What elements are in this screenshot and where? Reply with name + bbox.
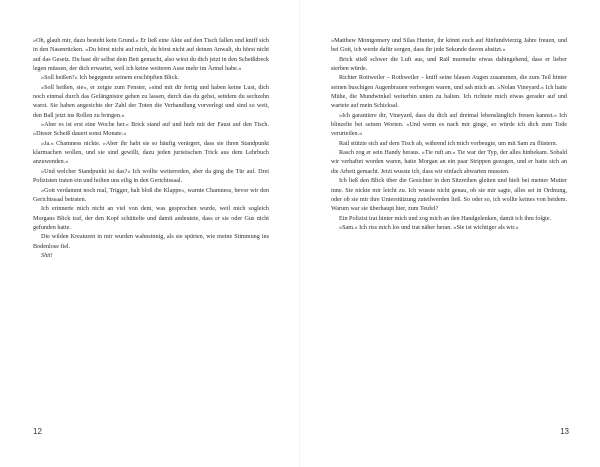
paragraph: Brick stieß schwer die Luft aus, und Rail murmelte etwas dahingehend, dass er lieber sterben würde. [331, 56, 567, 73]
paragraph: »Sam.« Ich riss mich los und trat näher heran. »Sie ist wichtiger als wir.« [339, 224, 519, 231]
paragraph: Ich ließ den Blick über die Gesichter in den Sitzreihen gleiten und hielt bei meiner Mutter inne. Sie nickte mir leicht zu. Ich wusste nicht genau, ob sie mir sagte, alles sei in Ordnung, oder ob sie mir ihre Unterstützung zuteilwerden ließ. So oder so, ich wollte keines von beidem. Warum war sie überhaupt hier, zum Teufel? [331, 178, 567, 213]
paragraph: Die wilden Kreaturen in mir wurden wahnsinnig, als sie spürten, wie meine Stimmung ins Bodenlose fiel. [33, 234, 269, 250]
paragraph: Rasch zog er sein Handy heraus. »Tie ruft an.« Tie war der Typ, der alles hinbekam. Sobald wir verhaftet worden waren, hatte Morgan an ein paar Strippen gezogen, und er hatte sich an die Arbeit gemacht. Jetzt wusste ich, dass wir einfach abwarten mussten. [331, 150, 567, 175]
paragraph: »Soll heißen?« Ich begegnete seinem erschöpften Blick. [41, 75, 179, 82]
page-number: 13 [560, 427, 569, 436]
paragraph: Rail stützte sich auf dem Tisch ab, während ich mich vorbeugte, um mit Sam zu flüstern. [339, 140, 558, 147]
paragraph: »Aber es ist erst eine Woche her.« Brick stand auf und hieb mit der Faust auf den Tisch. »Dieser Scheiß dauert sonst Monate.« [33, 122, 269, 138]
paragraph-italic [33, 252, 269, 261]
paragraph: »Oh, glaub mir, dazu besteht kein Grund.« Er ließ eine Akte auf den Tisch fallen und kniff sich in den Nasenrücken. »Du hörst nicht auf mich, du hörst nicht auf deinen Anwalt, du hörst nicht auf das Gesetz. Du hast dir selbst dein Bett gemacht, also wirst du dich jetzt in den Scheißdreck legen müssen, der dich erwartet, weil ich keine weiteren Asse mehr im Ärmel habe.« [33, 38, 269, 73]
paragraph: »Matthew Montgomery und Silas Hunter, ihr könnt euch auf fünfundvierzig Jahre freuen, und bei Gott, ich werde dafür sorgen, dass ihr jede Sekunde davon absitzt.« [331, 38, 567, 54]
paragraph: Ich erinnerte mich nicht an viel von dem, was gesprochen wurde, weil mich sogleich Morgans Blick traf, der den Kopf schüttelte und damit andeutete, dass er sie oder Gus nicht gefunden hatte. [33, 206, 269, 231]
italic-text: Shit! [41, 252, 53, 259]
paragraph: »Ich garantiere dir, Vineyard, dass du dich auf dreimal lebenslänglich freuen kannst.« Ich blinzelte bei seinen Worten. »Und wenn es nach mir ginge, so würde ich dich zum Tode verurteilen.« [331, 112, 567, 138]
page-number: 12 [33, 427, 42, 436]
left-text-block [33, 37, 269, 261]
paragraph: Ein Polizist trat hinter mich und zog mich an den Handgelenken, damit ich ihm folgte. [339, 215, 552, 222]
right-page [300, 0, 600, 467]
paragraph: Richter Rottweiler – Rothweiler – kniff seine blauen Augen zusammen, die zum Teil hinter seinen buschigen Augenbrauen verborgen waren, und sah mich an. »Nolan Vineyard.« Ich hatte Mühe, die Mundwinkel weiterhin unten zu halten. Ich richtete mich etwas gerader auf und wartete auf mein Schicksal. [331, 75, 567, 110]
right-text-block [331, 37, 567, 233]
paragraph: »Gott verdammt noch mal, Trigger, halt bloß die Klappe«, warnte Chamness, bevor wir den Gerichtssaal betraten. [33, 187, 269, 203]
paragraph: »Soll heißen, sie«, er zeigte zum Fenster, »sind mit dir fertig und haben keine Lust, dich noch einmal durch das Gefängnistor gehen zu lassen, durch das du gehst, seitdem du sechzehn warst. Sie haben angesichts der Zahl der Toten die Verhandlung vorverlegt und sind so weit, den Ball jetzt ins Rollen zu bringen.« [33, 84, 269, 119]
paragraph: »Und welcher Standpunkt ist das?« Ich wollte weiterreden, aber da ging die Tür auf. Drei Polizisten traten ein und holten uns eilig in den Gerichtssaal. [33, 168, 269, 185]
paragraph: »Ja.« Chamness nickte. »Aber ihr habt sie so häufig verärgert, dass sie ihren Standpunkt klarmachen wollen, und sie sind gewillt, dazu jeden juristischen Trick aus dem Lehrbuch anzuwenden.« [33, 140, 269, 166]
